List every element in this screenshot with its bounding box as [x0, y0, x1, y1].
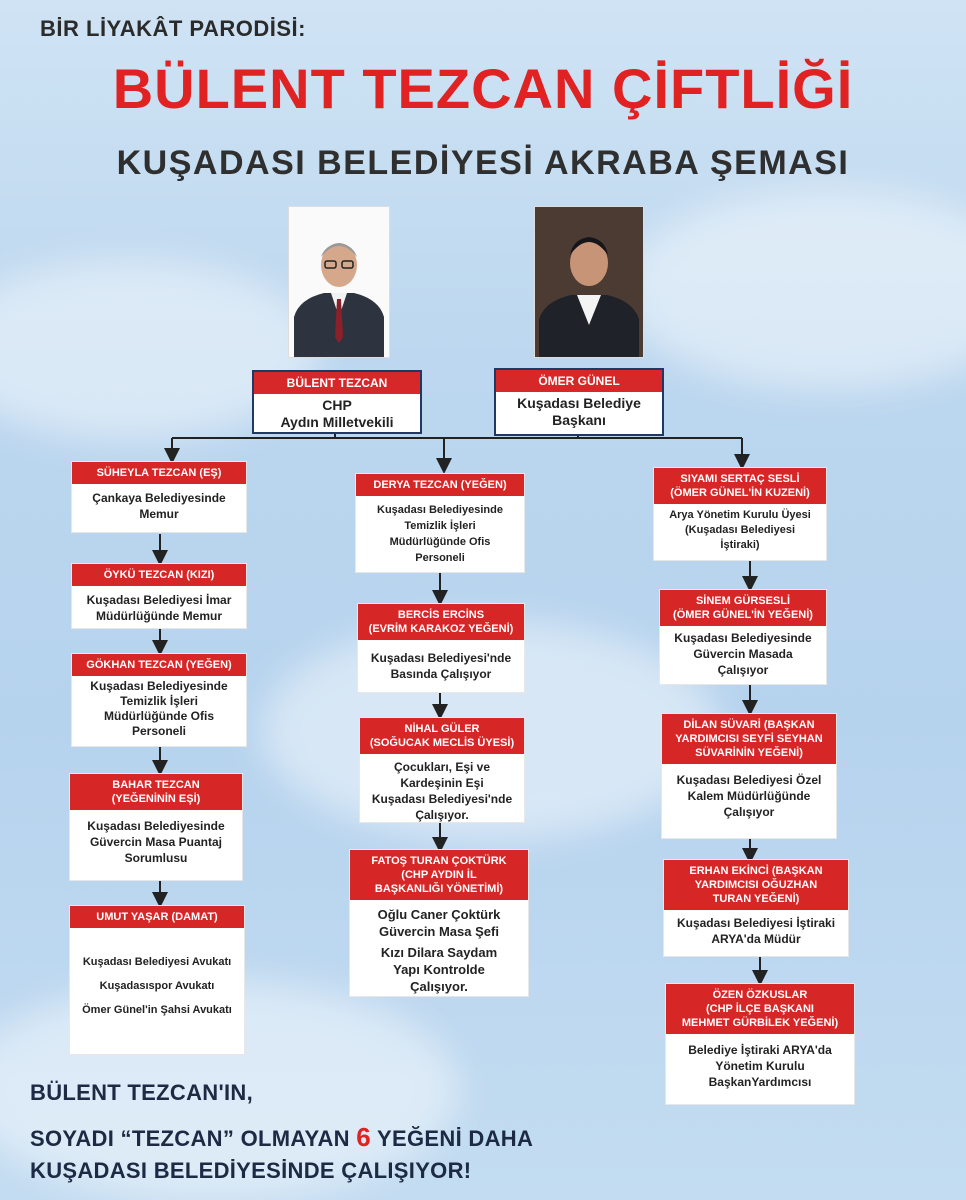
- relative-card: [72, 654, 246, 746]
- relative-role: [72, 586, 246, 630]
- person-name: ÖMER GÜNEL: [496, 370, 662, 392]
- portrait-photo: [534, 206, 644, 358]
- relative-card: [70, 906, 244, 1054]
- relative-name: DERYA TEZCAN (YEĞEN): [356, 474, 524, 496]
- relative-role: [72, 676, 246, 745]
- person-card-omer-gunel: [494, 368, 664, 436]
- role-line: Kuşadası Belediyesinde Temizlik İşleri Müdürlüğünde Ofis Personeli: [377, 504, 503, 564]
- role-line: Kuşadası Belediyesi İştiraki ARYA'da Müdür: [676, 916, 836, 946]
- relative-card: [360, 718, 524, 822]
- role-line: Kızı Dilara Saydam Yapı Kontrolde Çalışıyor.: [380, 945, 498, 994]
- page-subtitle: KUŞADASI BELEDİYESİ AKRABA ŞEMASI: [116, 144, 850, 182]
- relative-card: [350, 850, 528, 996]
- relative-role: [662, 764, 836, 826]
- footer-text: SOYADI “TEZCAN” OLMAYAN: [30, 1126, 350, 1151]
- relative-role: [664, 910, 848, 953]
- relative-name: UMUT YAŞAR (DAMAT): [70, 906, 244, 928]
- relative-role: [666, 1034, 854, 1096]
- role-line: Oğlu Caner Çoktürk Güvercin Masa Şefi: [377, 907, 501, 939]
- relative-card: [356, 474, 524, 572]
- role-line: Kuşadası Belediyesi Özel Kalem Müdürlüğünde Çalışıyor: [676, 773, 822, 819]
- relative-card: [662, 714, 836, 838]
- relative-card: [660, 590, 826, 684]
- relative-role: [350, 900, 528, 1001]
- relative-card: [666, 984, 854, 1104]
- person-silhouette-icon: [535, 207, 643, 357]
- relative-role: [70, 928, 244, 1028]
- relative-role: [360, 754, 524, 829]
- role-line: Arya Yönetim Kurulu Üyesi (Kuşadası Belediyesi İştiraki): [669, 509, 811, 551]
- role-line: Kuşadası Belediyesi İmar Müdürlüğünde Memur: [86, 593, 232, 623]
- footer-text: YEĞENİ DAHA: [377, 1126, 534, 1151]
- role-line: Kuşadası Belediyesi'nde Basında Çalışıyor: [370, 651, 512, 681]
- role-line: Kuşadası Belediyesinde Güvercin Masada Çalışıyor: [674, 631, 812, 677]
- relative-card: [70, 774, 242, 880]
- relative-card: [72, 564, 246, 628]
- person-name: BÜLENT TEZCAN: [254, 372, 420, 394]
- relative-role: [654, 504, 826, 559]
- relative-name: SİNEM GÜRSESLİ (ÖMER GÜNEL'İN YEĞENİ): [660, 590, 826, 626]
- footer-line-1: BÜLENT TEZCAN'IN,: [30, 1080, 253, 1105]
- role-line: Kuşadası Belediyesinde Güvercin Masa Puantaj Sorumlusu: [87, 819, 225, 865]
- person-role: CHP Aydın Milletvekili: [280, 397, 394, 430]
- role-line: Kuşadası Belediyesinde Temizlik İşleri Müdürlüğünde Ofis Personeli: [90, 679, 228, 738]
- person-card-bulent-tezcan: [252, 370, 422, 434]
- role-line: Belediye İştiraki ARYA'da Yönetim Kurulu BaşkanYardımcısı: [688, 1043, 832, 1089]
- relative-name: DİLAN SÜVARİ (BAŞKAN YARDIMCISI SEYFİ SEYHAN SÜVARİNİN YEĞENİ): [662, 714, 836, 764]
- relative-role: [358, 640, 524, 688]
- relative-role: [660, 626, 826, 684]
- role-line: Çocukları, Eşi ve Kardeşinin Eşi Kuşadası Belediyesi'nde Çalışıyor.: [371, 760, 513, 822]
- person-role: Kuşadası Belediye Başkanı: [517, 395, 641, 428]
- relative-card: [358, 604, 524, 692]
- relative-name: FATOŞ TURAN ÇOKTÜRK (CHP AYDIN İL BAŞKANLIĞI YÖNETİMİ): [350, 850, 528, 900]
- relative-card: [664, 860, 848, 956]
- relative-name: BAHAR TEZCAN (YEĞENİNİN EŞİ): [70, 774, 242, 810]
- relative-name: ÖZEN ÖZKUSLAR (CHP İLÇE BAŞKANI MEHMET GÜRBİLEK YEĞENİ): [666, 984, 854, 1034]
- relative-role: [70, 810, 242, 872]
- relative-name: SÜHEYLA TEZCAN (EŞ): [72, 462, 246, 484]
- relative-name: ÖYKÜ TEZCAN (KIZI): [72, 564, 246, 586]
- relative-name: BERCİS ERCİNS (EVRİM KARAKOZ YEĞENİ): [358, 604, 524, 640]
- relative-role: [356, 496, 524, 572]
- role-line: Kuşadasıspor Avukatı: [99, 980, 215, 992]
- relative-role: [72, 484, 246, 528]
- footer-line-2: [30, 1122, 533, 1153]
- person-silhouette-icon: [289, 207, 389, 357]
- footer-line-3: KUŞADASI BELEDİYESİNDE ÇALIŞIYOR!: [30, 1158, 472, 1183]
- footer-highlight-number: 6: [356, 1122, 372, 1152]
- page-title: BÜLENT TEZCAN ÇİFTLİĞİ: [112, 57, 854, 120]
- relative-name: NİHAL GÜLER (SOĞUCAK MECLİS ÜYESİ): [360, 718, 524, 754]
- relative-card: [654, 468, 826, 560]
- role-line: Çankaya Belediyesinde Memur: [92, 491, 226, 521]
- relative-name: GÖKHAN TEZCAN (YEĞEN): [72, 654, 246, 676]
- role-line: Kuşadası Belediyesi Avukatı: [82, 956, 232, 968]
- role-line: Ömer Günel'in Şahsi Avukatı: [82, 1004, 232, 1016]
- header-kicker: BİR LİYAKÂT PARODİSİ:: [40, 16, 306, 41]
- relative-name: ERHAN EKİNCİ (BAŞKAN YARDIMCISI OĞUZHAN TURAN YEĞENİ): [664, 860, 848, 910]
- relative-card: [72, 462, 246, 532]
- portrait-photo: [288, 206, 390, 358]
- relative-name: SIYAMI SERTAÇ SESLİ (ÖMER GÜNEL'İN KUZENİ): [654, 468, 826, 504]
